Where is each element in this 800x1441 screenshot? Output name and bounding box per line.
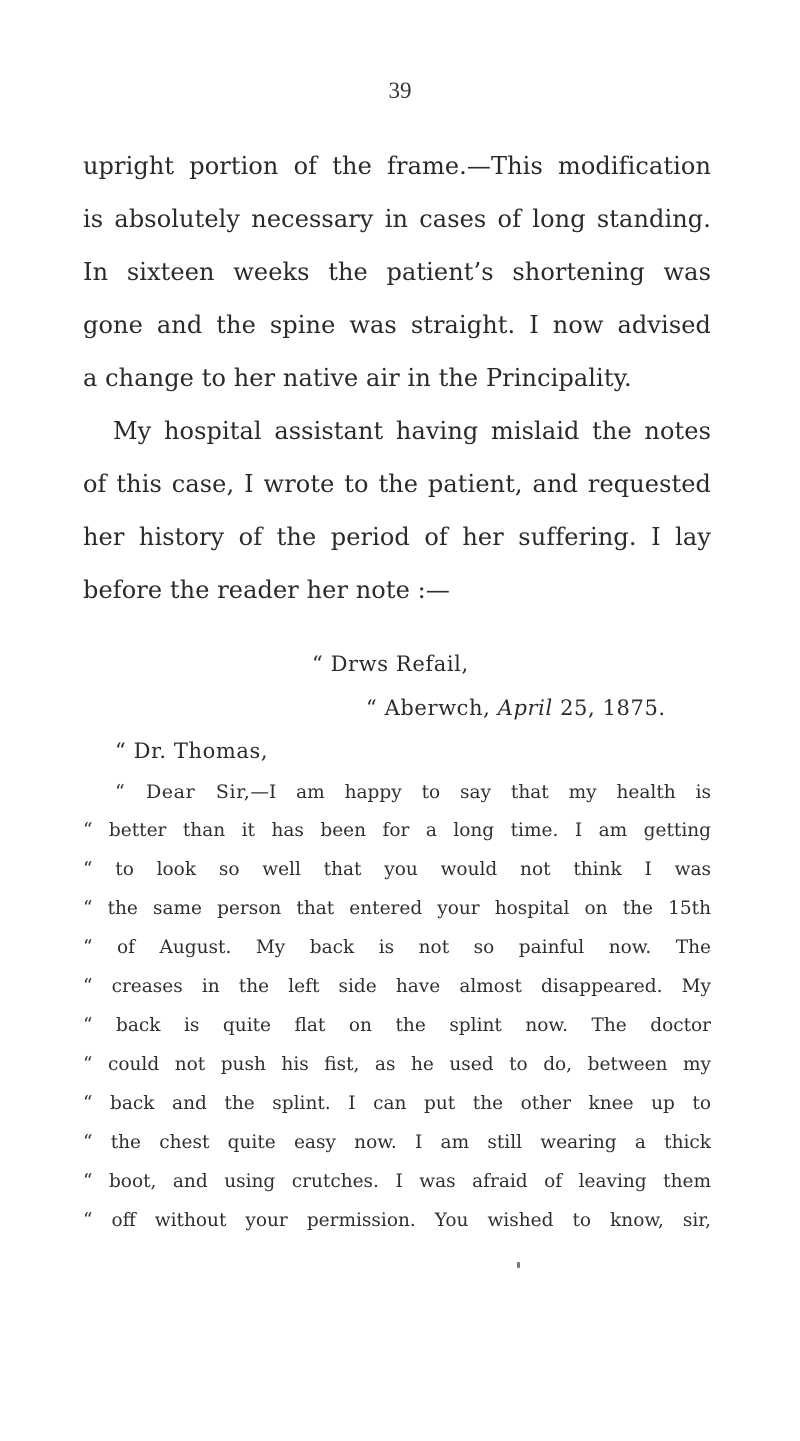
paragraph-line: is absolutely necessary in cases of long standing. xyxy=(83,205,711,233)
paragraph-line: My hospital assistant having mislaid the notes xyxy=(113,417,711,445)
letter-line: “ creases in the left side have almost disappeared. My xyxy=(83,976,711,997)
letter-line xyxy=(115,781,711,803)
letter-address-date-line xyxy=(366,696,666,720)
paragraph-line: gone and the spine was straight. I now advised xyxy=(83,311,711,339)
letter-line: “ of August. My back is not so painful now. The xyxy=(83,937,711,958)
letter-address-line: “ Drws Refail, xyxy=(312,652,469,676)
paragraph-line: upright portion of the frame.—This modification xyxy=(83,152,711,180)
paragraph-line: before the reader her note :— xyxy=(83,576,450,604)
letter-line: “ the same person that entered your hospital on the 15th xyxy=(83,898,711,919)
letter-salutation: “ Dr. Thomas, xyxy=(115,739,269,763)
letter-line: “ to look so well that you would not think I was xyxy=(83,859,711,880)
letter-place: “ Aberwch, xyxy=(366,696,491,720)
letter-line: “ off without your permission. You wished to know, sir, xyxy=(83,1210,711,1231)
letter-line: “ better than it has been for a long time. I am getting xyxy=(83,820,711,841)
letter-line: “ the chest quite easy now. I am still wearing a thick xyxy=(83,1132,711,1153)
letter-date-month: April xyxy=(497,696,553,720)
print-speck xyxy=(517,1262,520,1268)
letter-line: “ back and the splint. I can put the other knee up to xyxy=(83,1093,711,1114)
paragraph-line: In sixteen weeks the patient’s shortening was xyxy=(83,258,711,286)
paragraph-line: her history of the period of her suffering. I lay xyxy=(83,523,711,551)
letter-line: “ back is quite flat on the splint now. The doctor xyxy=(83,1015,711,1036)
letter-date-rest: 25, 1875. xyxy=(560,696,666,720)
letter-greeting: “ Dear Sir, xyxy=(115,781,251,803)
letter-line-text: —I am happy to say that my health is xyxy=(250,782,711,803)
letter-line: “ could not push his fist, as he used to do, between my xyxy=(83,1054,711,1075)
paragraph-line: of this case, I wrote to the patient, and requested xyxy=(83,470,711,498)
page-number: 39 xyxy=(388,78,412,103)
paragraph-line: a change to her native air in the Principality. xyxy=(83,364,632,392)
letter-line: “ boot, and using crutches. I was afraid of leaving them xyxy=(83,1171,711,1192)
